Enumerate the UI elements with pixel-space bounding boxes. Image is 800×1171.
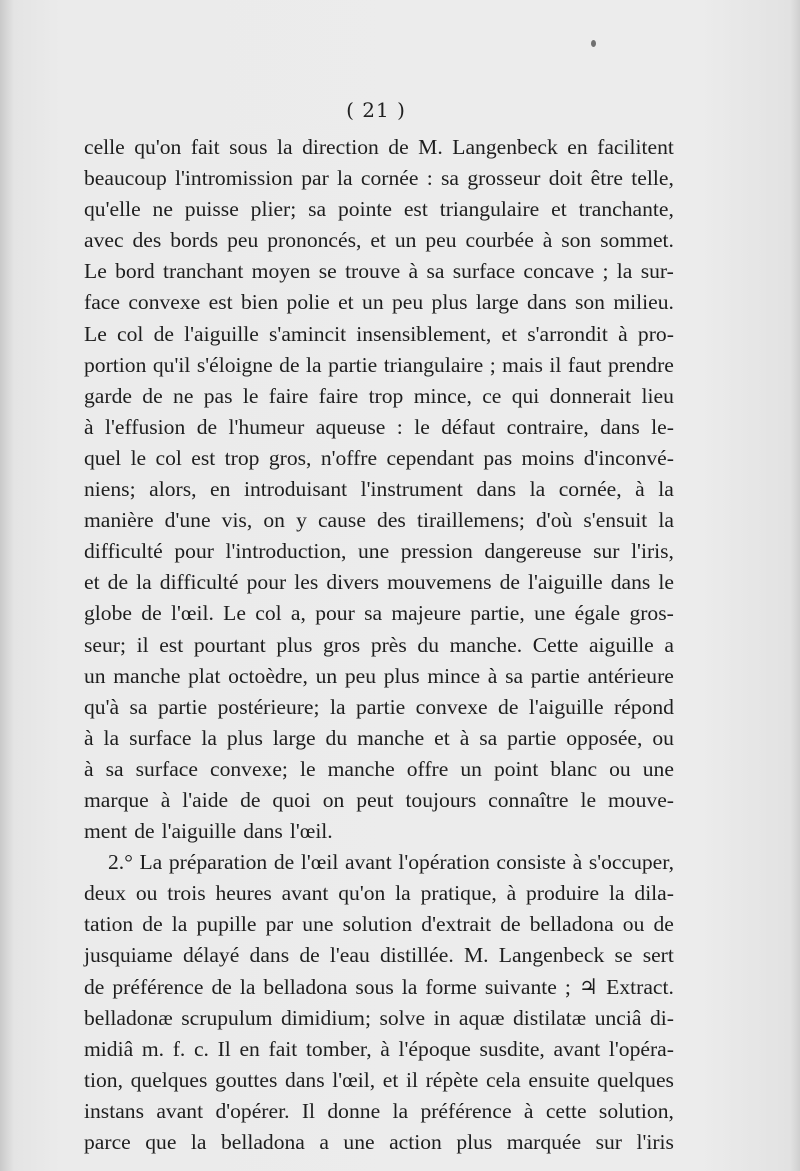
text-line: ment de l'aiguille dans l'œil.	[84, 819, 333, 844]
text-line: et de la difficulté pour les divers mouvemens de l'aiguille dans le	[84, 570, 674, 595]
page-number: ( 21 )	[346, 98, 406, 122]
text-line: face convexe est bien polie et un peu plus large dans son milieu.	[84, 290, 674, 315]
text-line: instans avant d'opérer. Il donne la préférence à cette solution,	[84, 1098, 674, 1123]
text-line: midiâ m. f. c. Il en fait tomber, à l'époque susdite, avant l'opéra-	[84, 1036, 674, 1061]
text-line: niens; alors, en introduisant l'instrument dans la cornée, à la	[84, 477, 674, 502]
text-line: seur; il est pourtant plus gros près du manche. Cette aiguille a	[84, 632, 674, 657]
text-line: tation de la pupille par une solution d'extrait de belladona ou de	[84, 912, 674, 937]
text-line: Le col de l'aiguille s'amincit insensiblement, et s'arrondit à pro-	[84, 321, 674, 346]
text-line: beaucoup l'intromission par la cornée : sa grosseur doit être telle,	[84, 166, 674, 191]
text-line: un manche plat octoèdre, un peu plus mince à sa partie antérieure	[84, 663, 674, 688]
text-line: portion qu'il s'éloigne de la partie triangulaire ; mais il faut prendre	[84, 352, 674, 377]
text-line: deux ou trois heures avant qu'on la pratique, à produire la dila-	[84, 881, 674, 906]
ink-spot	[591, 40, 596, 47]
text-line: 2.° La préparation de l'œil avant l'opération consiste à s'occuper,	[108, 850, 674, 875]
text-line: tion, quelques gouttes dans l'œil, et il répète cela ensuite quelques	[84, 1067, 674, 1092]
text-line: difficulté pour l'introduction, une pression dangereuse sur l'iris,	[84, 539, 674, 564]
text-line: belladonæ scrupulum dimidium; solve in aquæ distilatæ unciâ di-	[84, 1005, 674, 1030]
text-line: parce que la belladona a une action plus marquée sur l'iris	[84, 1130, 674, 1154]
text-line: à sa surface convexe; le manche offre un point blanc ou une	[84, 756, 674, 781]
text-line: avec des bords peu prononcés, et un peu courbée à son sommet.	[84, 228, 674, 253]
text-line: globe de l'œil. Le col a, pour sa majeure partie, une égale gros-	[84, 601, 674, 626]
text-line: jusquiame délayé dans de l'eau distillée. M. Langenbeck se sert	[84, 943, 674, 968]
text-line: à la surface la plus large du manche et à sa partie opposée, ou	[84, 725, 674, 750]
text-line: marque à l'aide de quoi on peut toujours connaître le mouve-	[84, 787, 674, 812]
text-line: quel le col est trop gros, n'offre cependant pas moins d'inconvé-	[84, 445, 674, 470]
text-line: manière d'une vis, on y cause des tiraillemens; d'où s'ensuit la	[84, 508, 674, 533]
text-line: qu'à sa partie postérieure; la partie convexe de l'aiguille répond	[84, 694, 674, 719]
text-line: Le bord tranchant moyen se trouve à sa surface concave ; la sur-	[84, 259, 674, 284]
text-line: celle qu'on fait sous la direction de M. Langenbeck en facilitent	[84, 135, 674, 159]
text-line: garde de ne pas le faire faire trop mince, ce qui donnerait lieu	[84, 383, 674, 408]
text-line: qu'elle ne puisse plier; sa pointe est triangulaire et tranchante,	[84, 197, 674, 222]
body-text	[84, 132, 674, 1158]
text-line: à l'effusion de l'humeur aqueuse : le défaut contraire, dans le-	[84, 414, 674, 439]
text-line: de préférence de la belladona sous la forme suivante ; ♃ Extract.	[84, 974, 674, 999]
